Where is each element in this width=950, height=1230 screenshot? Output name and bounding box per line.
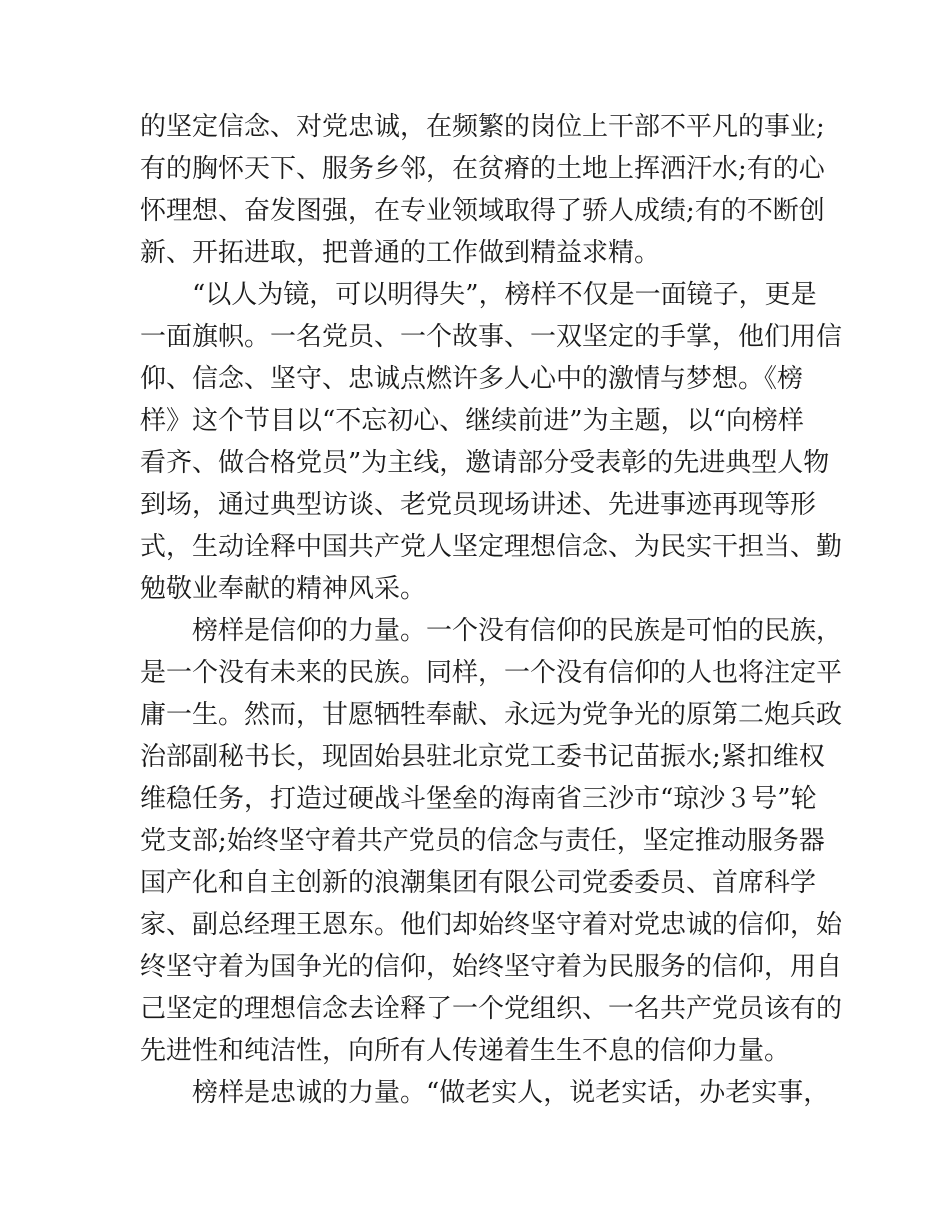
text-line: 先进性和纯洁性，向所有人传递着生生不息的信仰力量。 [140, 1036, 791, 1066]
text-line: 榜样是忠诚的力量。“做老实人，说老实话，办老实事， [192, 1078, 830, 1108]
text-line: 国产化和自主创新的浪潮集团有限公司党委委员、首席科学 [140, 868, 817, 898]
paragraph-4 [140, 1072, 830, 1114]
paragraph-2 [140, 274, 843, 610]
text-line: 仰、信念、坚守、忠诚点燃许多人心中的激情与梦想。《榜 [140, 364, 804, 394]
text-line: 榜样是信仰的力量。一个没有信仰的民族是可怕的民族， [192, 616, 843, 646]
text-line: 新、开拓进取，把普通的工作做到精益求精。 [140, 238, 661, 268]
text-line: 怀理想、奋发图强，在专业领域取得了骄人成绩;有的不断创 [140, 196, 825, 226]
text-line: 到场，通过典型访谈、老党员现场讲述、先进事迹再现等形 [140, 490, 817, 520]
text-line: 家、副总经理王恩东。他们却始终坚守着对党忠诚的信仰，始 [140, 910, 843, 940]
paragraph-3 [140, 610, 843, 1072]
document-body [140, 106, 843, 1114]
text-line: 终坚守着为国争光的信仰，始终坚守着为民服务的信仰，用自 [140, 952, 843, 982]
text-line: 样》这个节目以“不忘初心、继续前进”为主题，以“向榜样 [140, 406, 804, 436]
text-line: 治部副秘书长，现固始县驻北京党工委书记苗振水;紧扣维权 [140, 742, 825, 772]
text-line: 有的胸怀天下、服务乡邻，在贫瘠的土地上挥洒汗水;有的心 [140, 154, 825, 184]
text-line: 的坚定信念、对党忠诚，在频繁的岗位上干部不平凡的事业; [140, 112, 825, 142]
text-line: 是一个没有未来的民族。同样，一个没有信仰的人也将注定平 [140, 658, 843, 688]
text-line: 一面旗帜。一名党员、一个故事、一双坚定的手掌，他们用信 [140, 322, 843, 352]
text-line: 庸一生。然而，甘愿牺牲奉献、永远为党争光的原第二炮兵政 [140, 700, 843, 730]
text-line: 己坚定的理想信念去诠释了一个党组织、一名共产党员该有的 [140, 994, 843, 1024]
text-line: 党支部;始终坚守着共产党员的信念与责任，坚定推动服务器 [140, 826, 825, 856]
text-line: 式，生动诠释中国共产党人坚定理想信念、为民实干担当、勤 [140, 532, 843, 562]
paragraph-1 [140, 106, 825, 274]
text-line: 维稳任务，打造过硬战斗堡垒的海南省三沙市“琼沙３号”轮 [140, 784, 817, 814]
text-line: 勉敬业奉献的精神风采。 [140, 574, 427, 604]
text-line: 看齐、做合格党员”为主线，邀请部分受表彰的先进典型人物 [140, 448, 830, 478]
text-line: “以人为镜，可以明得失”，榜样不仅是一面镜子，更是 [192, 280, 817, 310]
